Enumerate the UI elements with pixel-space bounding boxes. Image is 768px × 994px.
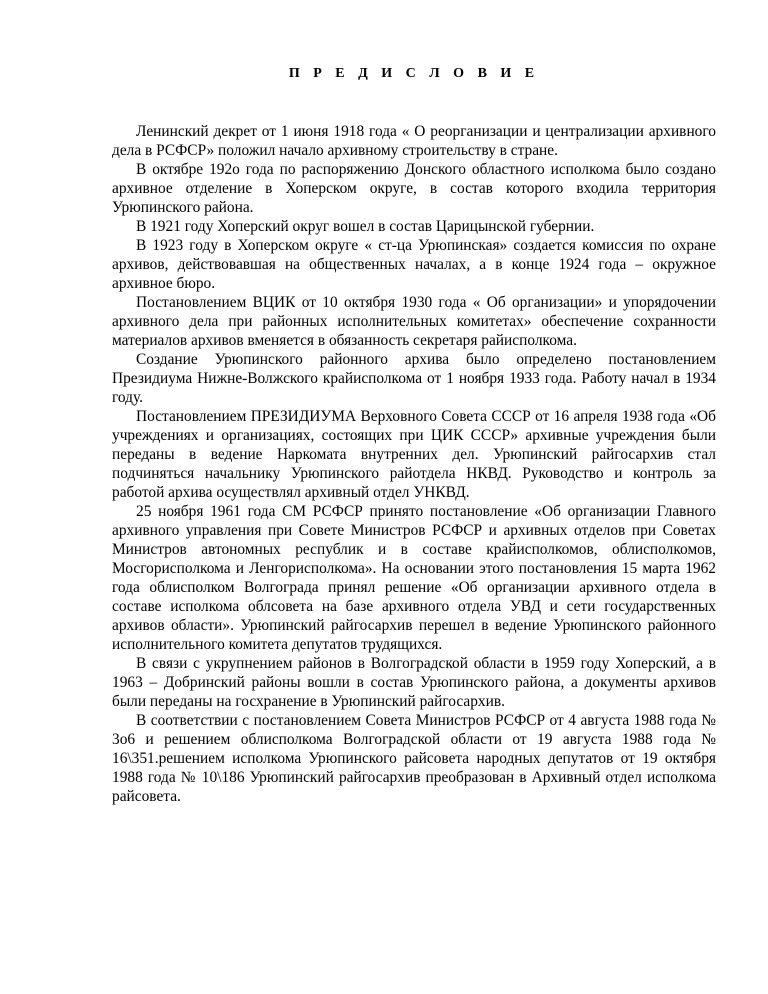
paragraph: Ленинский декрет от 1 июня 1918 года « О реорганизации и централизации архивного дела в РСФСР» положил начало архивному строительству в стране. (112, 123, 716, 159)
paragraph: В 1923 году в Хоперском округе « ст-ца Урюпинская» создается комиссия по охране архивов, действовавшая на общественных началах, а в конце 1924 года – окружное архивное бюро. (112, 237, 716, 292)
document-title: П Р Е Д И С Л О В И Е (288, 66, 540, 81)
paragraph: Постановлением ВЦИК от 10 октября 1930 года « Об организации» и упорядочении архивного дела при районных исполнительных комитетах» обеспечение сохранности материалов архивов вменяется в обязанность секретаря райисполкома. (112, 294, 716, 349)
paragraph: В связи с укрупнением районов в Волгоградской области в 1959 году Хоперский, а в 1963 – Добринский районы вошли в состав Урюпинского района, а документы архивов были переданы на госхранение в Урюпинский райгосархив. (112, 655, 716, 710)
paragraph: 25 ноября 1961 года СМ РСФСР принято постановление «Об организации Главного архивного управления при Совете Министров РСФСР и архивных отделов при Советах Министров автономных республик и в составе крайисполкомов, облисполкомов, Мосгорисполкома и Ленгорисполкома». На основании этого постановления 15 марта 1962 года облисполком Волгограда принял решение «Об организации архивного отдела в составе исполкома облсовета на базе архивного отдела УВД и сети государственных архивов области». Урюпинский райгосархив перешел в ведение Урюпинского районного исполнительного комитета депутатов трудящихся. (112, 503, 716, 653)
paragraph: В соответствии с постановлением Совета Министров РСФСР от 4 августа 1988 года № 3о6 и решением облисполкома Волгоградской области от 19 августа 1988 года № 16\351.решением исполкома Урюпинского райсовета народных депутатов от 19 октября 1988 года № 10\186 Урюпинский райгосархив преобразован в Архивный отдел исполкома райсовета. (112, 712, 716, 805)
paragraph: Создание Урюпинского районного архива было определено постановлением Президиума Нижне-Волжского крайисполкома от 1 ноября 1933 года. Работу начал в 1934 году. (112, 351, 716, 406)
paragraph: В 1921 году Хоперский округ вошел в состав Царицынской губернии. (136, 218, 595, 235)
paragraph: Постановлением ПРЕЗИДИУМА Верховного Совета СССР от 16 апреля 1938 года «Об учреждениях и организациях, состоящих при ЦИК СССР» архивные учреждения были переданы в ведение Наркомата внутренних дел. Урюпинский райгосархив стал подчиняться начальнику Урюпинского райотдела НКВД. Руководство и контроль за работой архива осуществлял архивный отдел УНКВД. (112, 408, 716, 501)
document-body (112, 122, 716, 806)
paragraph: В октябре 192о года по распоряжению Донского областного исполкома было создано архивное отделение в Хоперском округе, в состав которого входила территория Урюпинского района. (112, 161, 716, 216)
